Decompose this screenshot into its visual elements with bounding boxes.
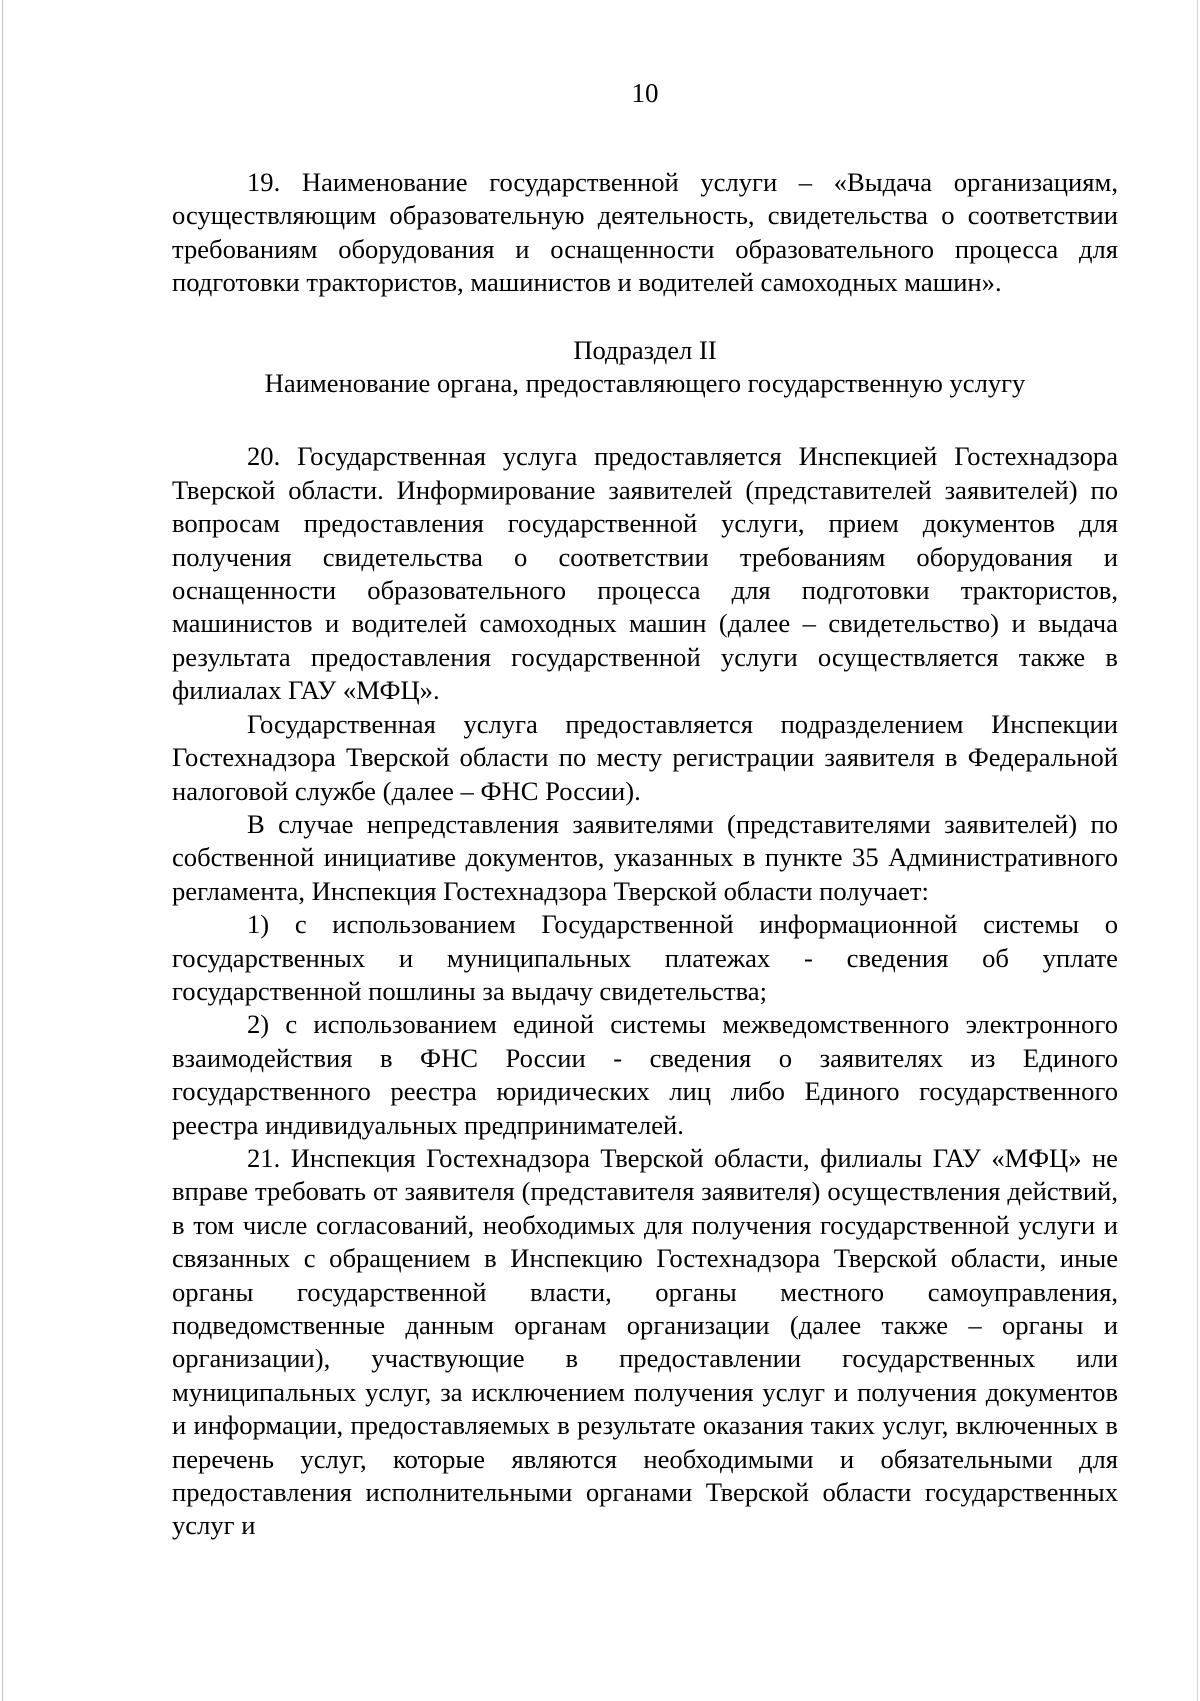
paragraph-20-interagency-requests: В случае непредставления заявителями (представителями заявителей) по собственной инициативе документов, указанных в пункте 35 Административного регламента, Инспекция Гостехнадзора Тверской области получает: [172, 808, 1118, 906]
spacer [172, 300, 1118, 334]
paragraph-20-item-2: 2) с использованием единой системы межведомственного электронного взаимодействия в ФНС России - сведения о заявителях из Единого государственного реестра юридических лиц либо Единого государственного реестра индивидуальных предпринимателей. [172, 1009, 1118, 1140]
subsection-label: Подраздел II [573, 334, 717, 365]
spacer [172, 400, 1118, 440]
paragraph-20-item-1: 1) с использованием Государственной информационной системы о государственных и муниципальных платежах - сведения об уплате государственной пошлины за выдачу свидетельства; [172, 909, 1118, 1006]
page-number: 10 [631, 78, 659, 108]
paragraph-21: 21. Инспекция Гостехнадзора Тверской области, филиалы ГАУ «МФЦ» не вправе требовать от заявителя (представителя заявителя) осуществления действий, в том числе согласований, необходимых для получения государственной услуги и связанных с обращением в Инспекцию Гостехнадзора Тверской области, иные органы государственной власти, органы местного самоуправления, подведомственные данным органам организации (далее также – органы и организации), участвующие в предоставлении государственных или муниципальных услуг, за исключением получения услуг и получения документов и информации, предоставляемых в результате оказания таких услуг, включенных в перечень услуг, которые являются необходимыми и обязательными для предоставления исполнительными органами Тверской области государственных услуг и [172, 1142, 1118, 1541]
paragraph-20: 20. Государственная услуга предоставляется Инспекцией Гостехнадзора Тверской области. Информирование заявителей (представителей заявителей) по вопросам предоставления государственной услуги, прием документов для получения свидетельства о соответствии требованиям оборудования и оснащенности образовательного процесса для подготовки трактористов, машинистов и водителей самоходных машин (далее – свидетельство) и выдача результата предоставления государственной услуги осуществляется также в филиалах ГАУ «МФЦ». [172, 441, 1118, 706]
paragraph-19: 19. Наименование государственной услуги – «Выдача организациям, осуществляющим образовательную деятельность, свидетельства о соответствии требованиям оборудования и оснащенности образовательного процесса для подготовки трактористов, машинистов и водителей самоходных машин». [172, 167, 1118, 298]
paragraph-20-subordinate-unit: Государственная услуга предоставляется подразделением Инспекции Гостехнадзора Тверской области по месту регистрации заявителя в Федеральной налоговой службе (далее – ФНС России). [172, 708, 1118, 806]
document-body [172, 166, 1118, 1543]
subsection-title: Наименование органа, предоставляющего государственную услугу [264, 368, 1026, 399]
scan-edge-right [1197, 0, 1198, 1701]
scan-edge-left [2, 0, 3, 1701]
